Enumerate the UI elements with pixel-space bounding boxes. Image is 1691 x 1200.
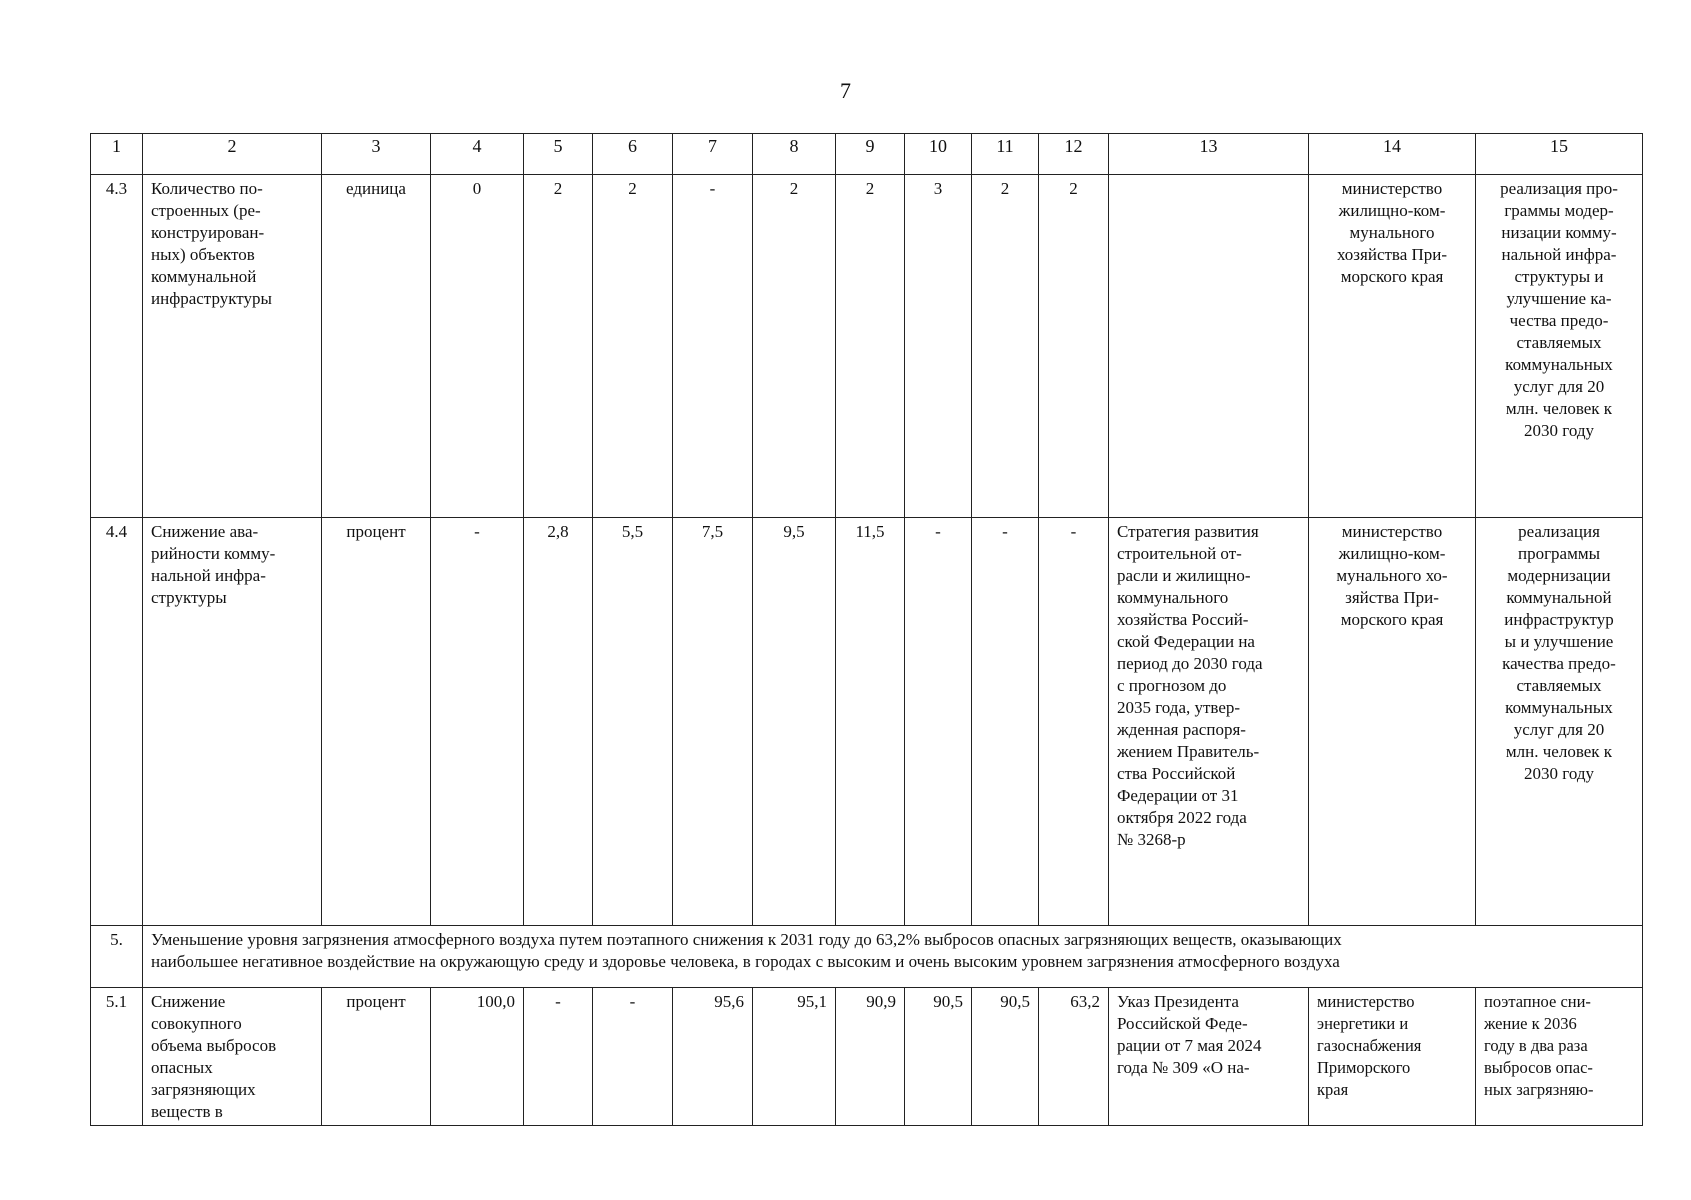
text-line: 2035 года, утвер- — [1117, 698, 1241, 717]
text-line: млн. человек к — [1505, 399, 1613, 418]
value-cell: 11,5 — [836, 518, 905, 926]
value-cell: - — [972, 518, 1039, 926]
text-line: края — [1317, 1080, 1349, 1099]
value-cell: 90,9 — [836, 988, 905, 1126]
text-line: рийности комму- — [151, 544, 276, 563]
header-cell: 3 — [322, 134, 431, 175]
text-line: Российской Феде- — [1117, 1014, 1248, 1033]
text-line: ных) объектов — [151, 245, 255, 264]
value-cell: - — [673, 175, 753, 518]
text-line: млн. человек к — [1505, 742, 1613, 761]
text-line: ставляемых — [1516, 676, 1602, 695]
text-line: с прогнозом до — [1117, 676, 1227, 695]
indicators-table — [90, 133, 1643, 1126]
value-cell: 2 — [972, 175, 1039, 518]
text-line: объема выбросов — [151, 1036, 277, 1055]
text-line: морского края — [1340, 267, 1444, 286]
header-row — [91, 134, 1643, 175]
header-cell: 5 — [524, 134, 593, 175]
text-line: Снижение ава- — [151, 522, 259, 541]
value-cell: 95,6 — [673, 988, 753, 1126]
text-line: ных загрязняю- — [1484, 1080, 1594, 1099]
indicator-name — [143, 988, 322, 1126]
value-cell: 2 — [524, 175, 593, 518]
text-line: веществ в — [151, 1102, 223, 1121]
unit-cell: единица — [322, 175, 431, 518]
value-cell: 0 — [431, 175, 524, 518]
text-line: министерство — [1341, 179, 1443, 198]
value-cell: 2 — [593, 175, 673, 518]
source-document-cell — [1109, 175, 1309, 518]
header-cell: 15 — [1476, 134, 1643, 175]
text-line: жение к 2036 — [1484, 1014, 1577, 1033]
text-line: мунального хо- — [1336, 566, 1448, 585]
text-line: услуг для 20 — [1513, 720, 1605, 739]
expected-result — [1476, 988, 1643, 1126]
text-line: жилищно-ком- — [1338, 544, 1446, 563]
header-cell: 8 — [753, 134, 836, 175]
value-cell: 3 — [905, 175, 972, 518]
header-cell: 4 — [431, 134, 524, 175]
text-line: программы — [1517, 544, 1601, 563]
header-cell: 6 — [593, 134, 673, 175]
text-line: коммунальной — [151, 267, 257, 286]
text-line: энергетики и — [1317, 1014, 1409, 1033]
text-line: улучшение ка- — [1506, 289, 1612, 308]
header-cell: 13 — [1109, 134, 1309, 175]
text-line: услуг для 20 — [1513, 377, 1605, 396]
expected-result — [1476, 518, 1643, 926]
text-line: нальной инфра- — [1501, 245, 1617, 264]
text-line: хозяйства Россий- — [1117, 610, 1249, 629]
text-line: расли и жилищно- — [1117, 566, 1251, 585]
value-cell: 90,5 — [905, 988, 972, 1126]
text-line: поэтапное сни- — [1484, 992, 1591, 1011]
header-cell: 10 — [905, 134, 972, 175]
text-line: Стратегия развития — [1117, 522, 1259, 541]
text-line: загрязняющих — [151, 1080, 256, 1099]
text-line: реализация — [1518, 522, 1600, 541]
source-document-cell — [1109, 988, 1309, 1126]
header-cell: 2 — [143, 134, 322, 175]
text-line: коммунальных — [1505, 698, 1613, 717]
text-line: коммунального — [1117, 588, 1229, 607]
text-line: структуры и — [1514, 267, 1604, 286]
text-line: Указ Президента — [1117, 992, 1239, 1011]
text-line: морского края — [1340, 610, 1444, 629]
text-line: министерство — [1341, 522, 1443, 541]
header-cell: 14 — [1309, 134, 1476, 175]
value-cell: 2 — [1039, 175, 1109, 518]
expected-result — [1476, 175, 1643, 518]
text-line: хозяйства При- — [1336, 245, 1448, 264]
text-line: инфраструктур — [1504, 610, 1614, 629]
text-line: низации комму- — [1501, 223, 1617, 242]
text-line: министерство — [1317, 992, 1415, 1011]
value-cell: 2 — [753, 175, 836, 518]
value-cell: 2,8 — [524, 518, 593, 926]
value-cell: 7,5 — [673, 518, 753, 926]
header-cell: 9 — [836, 134, 905, 175]
section-title — [143, 926, 1643, 988]
text-line: Снижение — [151, 992, 226, 1011]
text-line: Количество по- — [151, 179, 263, 198]
text-line: жилищно-ком- — [1338, 201, 1446, 220]
text-line: жденная распоря- — [1117, 720, 1246, 739]
text-line: опасных — [151, 1058, 213, 1077]
value-cell: 100,0 — [431, 988, 524, 1126]
text-line: Приморского — [1317, 1058, 1411, 1077]
text-line: мунального — [1349, 223, 1435, 242]
text-line: выбросов опас- — [1484, 1058, 1593, 1077]
value-cell: 95,1 — [753, 988, 836, 1126]
table-row — [91, 175, 1643, 518]
value-cell: - — [431, 518, 524, 926]
indicator-name — [143, 518, 322, 926]
row-id: 4.4 — [91, 518, 143, 926]
text-line: октября 2022 года — [1117, 808, 1247, 827]
unit-cell: процент — [322, 518, 431, 926]
header-cell: 1 — [91, 134, 143, 175]
text-line: ы и улучшение — [1504, 632, 1614, 651]
text-line: зяйства При- — [1345, 588, 1439, 607]
text-line: совокупного — [151, 1014, 242, 1033]
value-cell: - — [524, 988, 593, 1126]
text-line: Уменьшение уровня загрязнения атмосферного воздуха путем поэтапного снижения к 2031 году до 63,2% выбросов опасных загрязняющих веществ, оказывающих — [151, 930, 1342, 949]
text-line: чества предо- — [1509, 311, 1609, 330]
unit-cell: процент — [322, 988, 431, 1126]
text-line: структуры — [151, 588, 227, 607]
header-cell: 12 — [1039, 134, 1109, 175]
text-line: период до 2030 года — [1117, 654, 1263, 673]
text-line: ставляемых — [1516, 333, 1602, 352]
responsible-ministry — [1309, 175, 1476, 518]
value-cell: 2 — [836, 175, 905, 518]
text-line: модернизации — [1507, 566, 1611, 585]
text-line: 2030 году — [1524, 421, 1594, 440]
text-line: № 3268-р — [1117, 830, 1186, 849]
text-line: 2030 году — [1524, 764, 1594, 783]
text-line: газоснабжения — [1317, 1036, 1422, 1055]
section-row — [91, 926, 1643, 988]
text-line: рации от 7 мая 2024 — [1117, 1036, 1262, 1055]
text-line: строительной от- — [1117, 544, 1242, 563]
text-line: года № 309 «О на- — [1117, 1058, 1250, 1077]
table-row — [91, 518, 1643, 926]
value-cell: - — [905, 518, 972, 926]
indicator-name — [143, 175, 322, 518]
text-line: наибольшее негативное воздействие на окружающую среду и здоровье человека, в городах с высоким и очень высоким уровнем загрязнения атмосферного воздуха — [151, 952, 1340, 971]
text-line: реализация про- — [1500, 179, 1618, 198]
responsible-ministry — [1309, 988, 1476, 1126]
text-line: коммунальных — [1505, 355, 1613, 374]
row-id: 5. — [91, 926, 143, 988]
value-cell: 5,5 — [593, 518, 673, 926]
page-number: 7 — [840, 78, 851, 103]
value-cell: - — [593, 988, 673, 1126]
table-row — [91, 988, 1643, 1126]
value-cell: 90,5 — [972, 988, 1039, 1126]
text-line: жением Правитель- — [1117, 742, 1260, 761]
responsible-ministry — [1309, 518, 1476, 926]
value-cell: - — [1039, 518, 1109, 926]
text-line: качества предо- — [1502, 654, 1616, 673]
header-cell: 11 — [972, 134, 1039, 175]
text-line: ской Федерации на — [1117, 632, 1255, 651]
text-line: году в два раза — [1484, 1036, 1588, 1055]
row-id: 5.1 — [91, 988, 143, 1126]
text-line: нальной инфра- — [151, 566, 266, 585]
text-line: конструирован- — [151, 223, 265, 242]
value-cell: 63,2 — [1039, 988, 1109, 1126]
text-line: инфраструктуры — [151, 289, 272, 308]
value-cell: 9,5 — [753, 518, 836, 926]
row-id: 4.3 — [91, 175, 143, 518]
text-line: ства Российской — [1117, 764, 1236, 783]
header-cell: 7 — [673, 134, 753, 175]
text-line: граммы модер- — [1504, 201, 1614, 220]
text-line: строенных (ре- — [151, 201, 261, 220]
source-document-cell — [1109, 518, 1309, 926]
text-line: Федерации от 31 — [1117, 786, 1239, 805]
text-line: коммунальной — [1506, 588, 1612, 607]
